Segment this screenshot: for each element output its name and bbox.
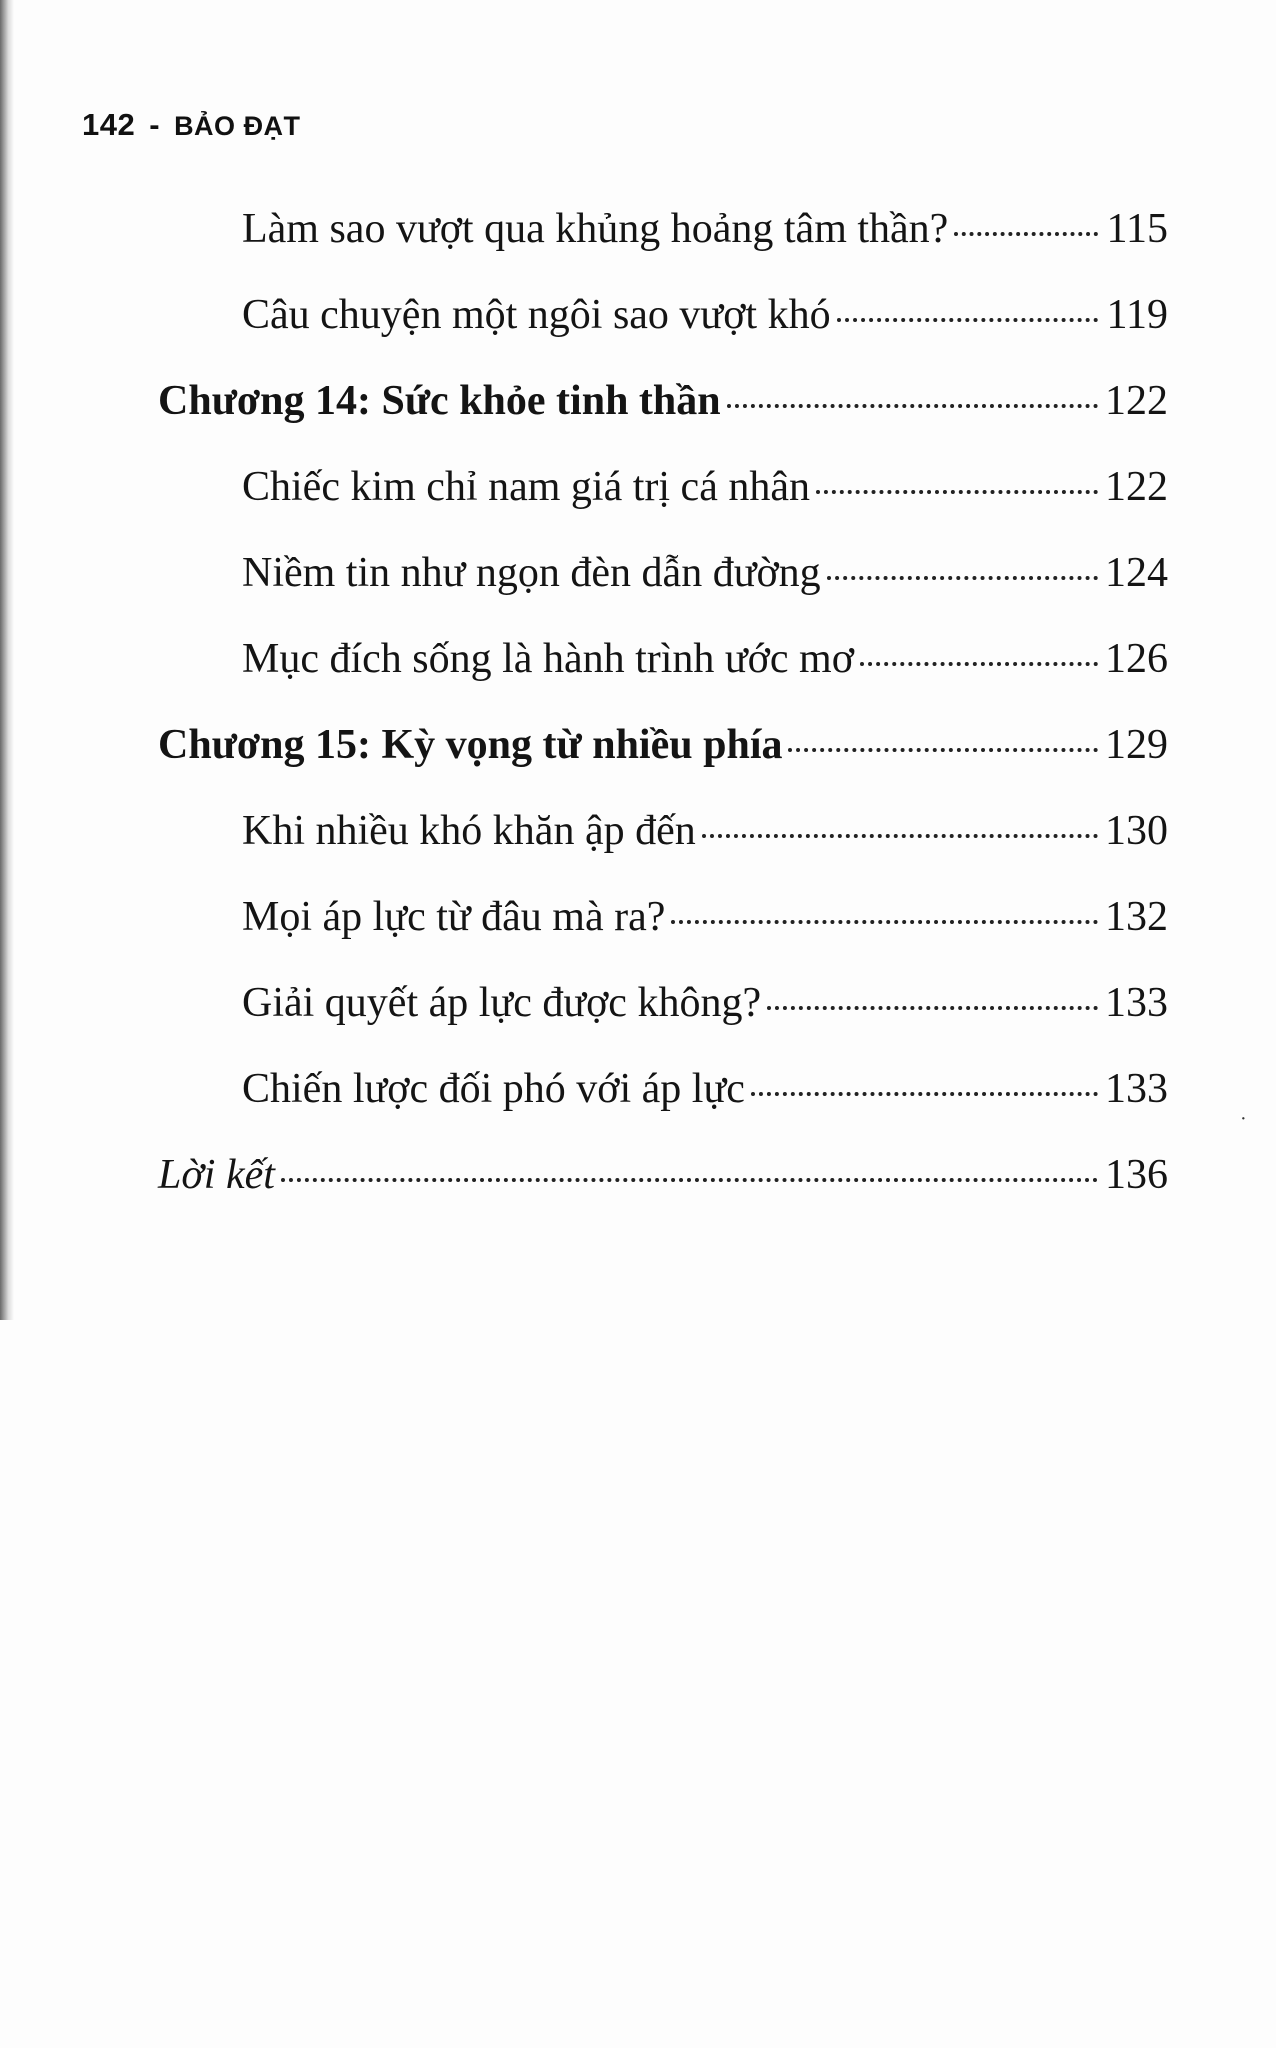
toc-entry-title: Chiến lược đối phó với áp lực xyxy=(242,1066,745,1112)
toc-entry-page: 130 xyxy=(1105,808,1168,854)
toc-entry-title: Lời kết xyxy=(158,1152,275,1198)
dot-leader xyxy=(281,1178,1098,1182)
toc-chapter-entry xyxy=(158,724,1168,810)
toc-entry-page: 119 xyxy=(1106,292,1168,338)
toc-entry-page: 132 xyxy=(1105,894,1168,940)
toc-entry-title: Chiếc kim chỉ nam giá trị cá nhân xyxy=(242,464,810,510)
toc-entry xyxy=(158,982,1168,1068)
toc-entry-title: Câu chuyện một ngôi sao vượt khó xyxy=(242,292,831,338)
toc-entry-title: Mọi áp lực từ đâu mà ra? xyxy=(242,894,666,940)
dot-leader xyxy=(702,834,1098,838)
running-header xyxy=(82,107,301,143)
toc-entry-page: 133 xyxy=(1105,980,1168,1026)
toc-entry-page: 133 xyxy=(1105,1066,1168,1112)
toc-entry-title: Khi nhiều khó khăn ập đến xyxy=(242,808,696,854)
toc-entry-title: Niềm tin như ngọn đèn dẫn đường xyxy=(242,550,821,596)
toc-entry-title: Mục đích sống là hành trình ước mơ xyxy=(242,636,854,682)
dot-leader xyxy=(751,1092,1098,1096)
toc-entry-page: 122 xyxy=(1105,378,1168,424)
page-number: 142 xyxy=(82,107,136,142)
toc-entry-page: 124 xyxy=(1105,550,1168,596)
toc-entry-title: Chương 15: Kỳ vọng từ nhiều phía xyxy=(158,722,783,768)
toc-entry-title: Làm sao vượt qua khủng hoảng tâm thần? xyxy=(242,206,949,252)
toc-entry xyxy=(158,638,1168,724)
toc-entry xyxy=(158,552,1168,638)
table-of-contents xyxy=(158,208,1168,1240)
dot-leader xyxy=(671,920,1098,924)
page-edge-shadow xyxy=(0,0,14,1320)
toc-entry xyxy=(158,294,1168,380)
header-separator: - xyxy=(149,107,161,142)
dot-leader xyxy=(860,662,1098,666)
dot-leader xyxy=(727,404,1098,408)
toc-entry xyxy=(158,810,1168,896)
dot-leader xyxy=(767,1006,1098,1010)
dot-leader xyxy=(816,490,1098,494)
toc-entry-page: 115 xyxy=(1106,206,1168,252)
author-name: BẢO ĐẠT xyxy=(174,111,301,141)
toc-closing-entry xyxy=(158,1154,1168,1240)
toc-entry xyxy=(158,208,1168,294)
toc-chapter-entry xyxy=(158,380,1168,466)
toc-entry-page: 122 xyxy=(1105,464,1168,510)
toc-entry xyxy=(158,1068,1168,1154)
toc-entry-page: 126 xyxy=(1105,636,1168,682)
dot-leader xyxy=(954,232,1098,236)
print-speck: · xyxy=(1240,1108,1247,1130)
toc-entry-page: 136 xyxy=(1105,1152,1168,1198)
toc-entry-title: Chương 14: Sức khỏe tinh thần xyxy=(158,378,721,424)
toc-entry-page: 129 xyxy=(1105,722,1168,768)
dot-leader xyxy=(788,748,1098,752)
dot-leader xyxy=(837,318,1098,322)
toc-entry-title: Giải quyết áp lực được không? xyxy=(242,980,762,1026)
toc-entry xyxy=(158,466,1168,552)
dot-leader xyxy=(827,576,1098,580)
toc-entry xyxy=(158,896,1168,982)
